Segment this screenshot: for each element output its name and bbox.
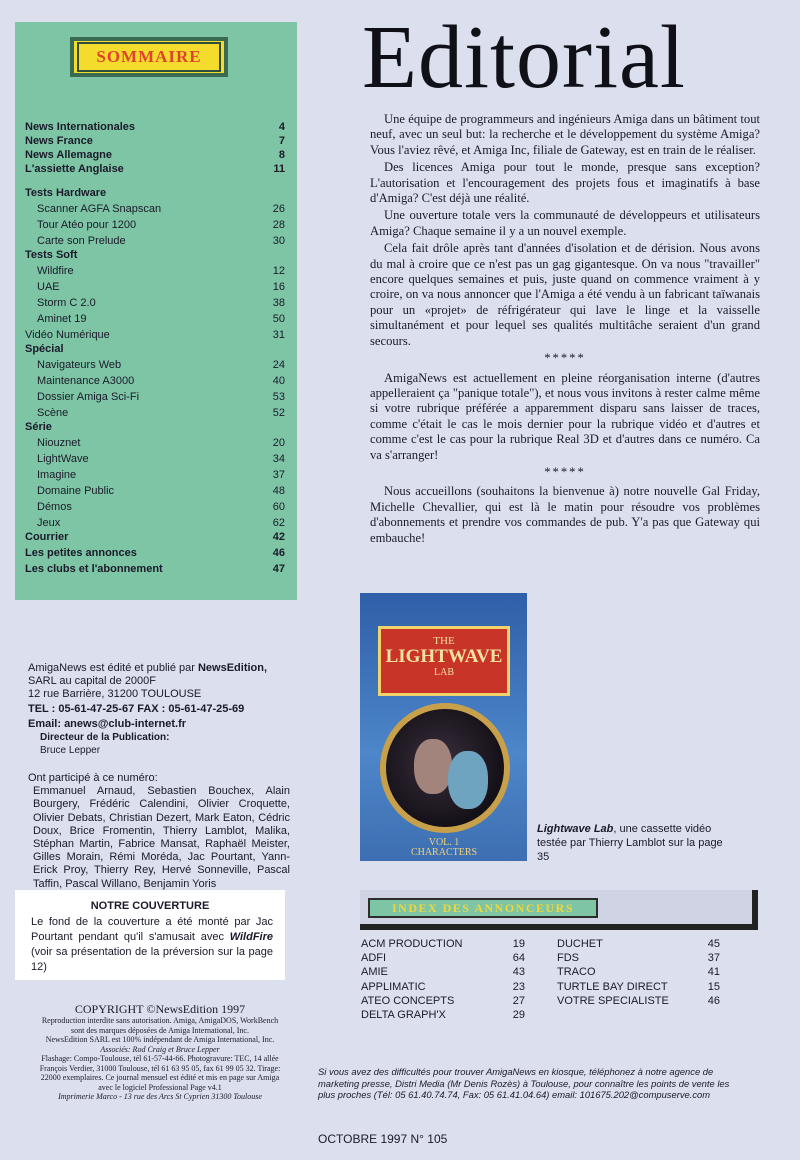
advertiser-page: 43: [512, 966, 525, 979]
toc-entry-page: 60: [272, 501, 285, 513]
toc-entry[interactable]: [25, 530, 285, 544]
cover-note-title: NOTRE COUVERTURE: [90, 900, 210, 912]
toc-entry-label: L'assiette Anglaise: [25, 163, 124, 175]
toc-entry-page: 8: [278, 149, 285, 161]
toc-entry-label: Tour Atéo pour 1200: [37, 219, 137, 231]
advertiser-entry: [557, 994, 720, 1008]
toc-entry[interactable]: [25, 120, 285, 134]
toc-entry-label: Navigateurs Web: [37, 359, 122, 371]
toc-entry[interactable]: [25, 374, 285, 388]
cover-note-wildfire: WildFire: [229, 931, 273, 943]
toc-entry-label: Maintenance A3000: [37, 375, 135, 387]
advertiser-page: 37: [707, 952, 720, 965]
advertiser-page: 64: [512, 952, 525, 965]
toc-entry[interactable]: [25, 562, 285, 576]
advertiser-name: TRACO: [557, 966, 596, 979]
copyright-line: Reproduction interdite sans autorisation. Amiga, AmigaDOS, WorkBench: [41, 1016, 279, 1025]
toc-entry-label: Tests Hardware: [25, 187, 107, 199]
cover-line-3: LAB: [434, 667, 454, 678]
sommaire-title-plate: [70, 37, 228, 77]
cover-characters-label: CHARACTERS: [410, 847, 478, 858]
cover-line-2: LIGHTWAVE: [385, 646, 503, 667]
editorial-paragraph: Une ouverture totale vers la communauté de développeurs et utilisateurs Amiga? Chaque semaine il y a un nouvel exemple.: [370, 208, 760, 238]
toc-entry-label: Scanner AGFA Snapscan: [37, 203, 162, 215]
advertiser-entry: [361, 980, 525, 994]
editorial-body: [370, 112, 760, 548]
toc-entry-page: 7: [278, 135, 285, 147]
advertiser-page: 29: [512, 1009, 525, 1021]
toc-entry-label: Série: [25, 421, 52, 433]
toc-entry-label: News Allemagne: [25, 149, 113, 161]
toc-entry[interactable]: [25, 202, 285, 216]
editorial-paragraph: Des licences Amiga pour tout le monde, presque sans exception? L'autorisation et l'encouragement des projets fous et imaginatifs à base d'Amiga? C'est déjà une réalité.: [370, 160, 760, 206]
toc-entry[interactable]: [25, 420, 285, 434]
toc-entry-label: Démos: [37, 501, 72, 513]
caption-text: , une cassette vidéo testée par Thierry Lamblot sur la page 35: [537, 823, 723, 863]
toc-entry[interactable]: [25, 390, 285, 404]
sommaire-panel: [15, 22, 297, 600]
toc-entry[interactable]: [25, 218, 285, 232]
toc-entry[interactable]: [25, 436, 285, 450]
toc-entry-page: 11: [273, 163, 285, 175]
toc-entry-page: 62: [272, 517, 285, 529]
distribution-note: Si vous avez des difficultés pour trouver AmigaNews en kiosque, téléphonez à notre agence de marketing presse, Distri Media (Mr Denis Rozès) à Toulouse, pour connaître les points de vente les plus proches (Tél: 05 61.40.74.74, Fax: 05 61.41.04.64) email: 101675.202@compuserve.com: [318, 1066, 730, 1100]
advertiser-name: ADFI: [361, 952, 387, 965]
publisher-email[interactable]: Email: anews@club-internet.fr: [28, 718, 187, 730]
toc-entry[interactable]: [25, 358, 285, 372]
toc-entry-label: Imagine: [37, 469, 77, 481]
toc-entry[interactable]: [25, 406, 285, 420]
cover-note-text-post: (voir sa présentation de la préversion sur la page 12): [31, 946, 273, 973]
director-label: Directeur de la Publication:: [40, 732, 170, 743]
publisher-address: 12 rue Barrière, 31200 TOULOUSE: [28, 688, 202, 700]
cover-title-plate: [378, 626, 510, 696]
advertiser-index-title: INDEX DES ANNONCEURS: [368, 898, 598, 918]
toc-entry-page: 47: [272, 563, 285, 575]
toc-entry-page: 38: [272, 297, 285, 309]
advertiser-entry: [361, 937, 525, 951]
advertiser-name: ATEO CONCEPTS: [361, 994, 455, 1007]
toc-entry[interactable]: [25, 452, 285, 466]
toc-entry-page: 16: [272, 281, 285, 293]
toc-entry-label: Wildfire: [37, 265, 74, 277]
toc-entry-page: 34: [272, 453, 285, 465]
toc-entry-page: 28: [272, 219, 285, 231]
caption-title: Lightwave Lab: [537, 823, 614, 835]
toc-entry-page: 30: [272, 235, 285, 247]
advertiser-index-header: [360, 890, 758, 930]
toc-entry[interactable]: [25, 162, 285, 176]
toc-entry-page: 52: [272, 407, 285, 419]
toc-entry[interactable]: [25, 468, 285, 482]
advertiser-entry: [361, 1008, 525, 1022]
toc-entry[interactable]: [25, 312, 285, 326]
toc-entry-page: 50: [272, 313, 285, 325]
toc-entry-page: 42: [272, 531, 285, 543]
cover-volume: [374, 838, 514, 858]
toc-entry-label: News France: [25, 135, 93, 147]
toc-entry-page: 12: [272, 265, 285, 277]
advertiser-page: 23: [512, 980, 525, 993]
toc-entry[interactable]: [25, 516, 285, 530]
toc-entry[interactable]: [25, 500, 285, 514]
toc-entry-label: News Internationales: [25, 121, 136, 133]
editorial-title: Editorial: [362, 8, 686, 107]
toc-entry[interactable]: [25, 134, 285, 148]
separator-stars: *****: [544, 464, 586, 479]
toc-entry-label: LightWave: [37, 453, 89, 465]
copyright-line: avec le logiciel Professional Page v4.1: [98, 1082, 222, 1092]
cover-face-left: [414, 739, 452, 794]
director-name: Bruce Lepper: [40, 745, 101, 756]
toc-entry[interactable]: [25, 546, 285, 560]
toc-entry-page: 53: [272, 391, 285, 403]
advertiser-entry: [361, 994, 525, 1008]
toc-entry-page: 31: [272, 329, 285, 341]
toc-entry-label: Aminet 19: [37, 313, 87, 325]
advertiser-name: DELTA GRAPH'X: [361, 1009, 446, 1021]
contributors-names: Emmanuel Arnaud, Sebastien Bouchex, Alain Bourgery, Frédéric Calendini, Olivier Croquette, Olivier Debats, Christian Dezert, Mark Eaton, Cédric Doux, Brice Fromentin, Thierry Lamblot, Malika, Stéphan Martin, Fabrice Mansat, Raphaël Meister, Gilles Morain, Rémi Moréda, Jac Pourtant, Yann-Erick Proy, Thierry Rey, Hervé Sonneville, Pascal Taffin, Pascal Willano, Benjamin Yoris: [33, 785, 290, 890]
advertiser-page: 27: [512, 994, 525, 1007]
copyright-line: 22000 exemplaires. Ce journal mensuel est édité et mis en page sur Amiga: [40, 1073, 280, 1082]
editorial-paragraph: Nous accueillons (souhaitons la bienvenue à) notre nouvelle Gal Friday, Michelle Chevallier, qui est là le matin pour résoudre vos problèmes d'abonnements et prendre vos commandes de pub. Y'a pas que Gateway qui embauche!: [370, 484, 760, 545]
toc-entry[interactable]: [25, 342, 285, 356]
separator-stars: *****: [544, 351, 586, 366]
toc-entry[interactable]: [25, 484, 285, 498]
copyright-line: sont des marques déposées de Amiga International, Inc.: [71, 1025, 249, 1035]
copyright-title: COPYRIGHT ©NewsEdition 1997: [74, 1002, 246, 1016]
editorial-paragraph: AmigaNews est actuellement en pleine réorganisation interne (d'autres appelleraient ça "panique totale"), et nous vous invitons à rester calme même si votre rubrique préférée a apparemment disparu sans laisser de traces, comme c'était le cas le mois dernier pour la rubrique vidéo et d'autres et comme c'est le cas pour la rubrique Real 3D et d'autres dans ce numéro. Ca va s'arranger!: [370, 370, 760, 462]
copyright-line: Imprimerie Marco - 13 rue des Arcs St Cyprien 31300 Toulouse: [58, 1092, 262, 1101]
toc-entry[interactable]: [25, 280, 285, 294]
editorial-paragraph: Une équipe de programmeurs and ingénieurs Amiga dans un bâtiment tout neuf, avec un seul but: la recherche et le développement du système Amiga? Vous l'aviez rêvé, et Amiga Inc, filiale de Gateway, est en train de le réaliser.: [370, 112, 760, 157]
toc-entry-label: Tests Soft: [25, 249, 78, 261]
toc-entry-label: UAE: [37, 281, 60, 293]
advertiser-name: VOTRE SPECIALISTE: [557, 994, 669, 1007]
advertiser-entry: [557, 937, 720, 951]
publisher-info: [28, 662, 293, 757]
toc-entry-label: Niouznet: [37, 437, 81, 449]
toc-entry-label: Jeux: [37, 517, 61, 529]
toc-entry-label: Courrier: [25, 531, 69, 543]
publisher-brand: NewsEdition,: [197, 662, 268, 674]
editorial-paragraph: Cela fait drôle après tant d'années d'isolation et de dérision. Nous avons du mal à croire que ce n'est pas un gag gigantesque. On va nous "travailler" encore quelques semaines et puis, juste quand on commence vraiment à y croire, on va nous annoncer que l'Amiga a été vendu à un fabricant taïwanais pour un «projet» de réfrigérateur qui lave le linge et la vaisselle simultanément et pour lequel ses qualités multitâche seraient d'un grand secours.: [370, 241, 760, 348]
advertiser-entry: [557, 980, 720, 994]
toc-entry-label: Dossier Amiga Sci-Fi: [37, 391, 140, 403]
toc-entry-label: Les clubs et l'abonnement: [25, 563, 163, 575]
advertiser-page: 41: [707, 966, 720, 979]
cover-porthole-illustration: [380, 703, 510, 833]
image-caption: [537, 822, 737, 864]
advertiser-entry: [557, 965, 720, 979]
advertiser-entry: [557, 951, 720, 965]
toc-entry-page: 24: [272, 359, 285, 371]
toc-entry[interactable]: [25, 234, 285, 248]
cover-vol-label: VOL. 1: [428, 837, 460, 848]
advertiser-name: ACM PRODUCTION: [361, 938, 463, 950]
toc-entry[interactable]: [25, 248, 285, 262]
toc-entry-label: Storm C 2.0: [37, 297, 96, 309]
advertiser-entry: [361, 965, 525, 979]
toc-entry-label: Carte son Prelude: [37, 235, 126, 247]
advertiser-name: DUCHET: [557, 938, 603, 950]
toc-entry-page: 46: [272, 547, 285, 559]
advertiser-page: 15: [707, 980, 720, 993]
toc-entry-label: Les petites annonces: [25, 547, 137, 559]
toc-entry[interactable]: [25, 264, 285, 278]
toc-entry-page: 4: [278, 121, 285, 133]
toc-entry[interactable]: [25, 296, 285, 310]
copyright-line: Flashage: Compo-Toulouse, tél 61-57-44-66. Photogravure: TEC, 14 allée: [41, 1054, 279, 1063]
toc-entry-page: 26: [272, 203, 285, 215]
cover-face-right: [448, 751, 488, 809]
toc-entry[interactable]: [25, 186, 285, 200]
advertiser-name: AMIE: [361, 966, 388, 979]
cover-note-box: [15, 890, 285, 980]
contributors: [28, 772, 290, 891]
toc-entry-page: 37: [272, 469, 285, 481]
toc-entry-label: Scène: [37, 407, 69, 419]
advertiser-name: TURTLE BAY DIRECT: [557, 980, 668, 993]
lightwave-lab-cover-image: [360, 593, 527, 861]
advertiser-name: FDS: [557, 952, 579, 965]
publisher-capital: SARL au capital de 2000F: [28, 675, 157, 687]
issue-footer: OCTOBRE 1997 N° 105: [318, 1132, 448, 1146]
toc-entry-page: 40: [272, 375, 285, 387]
advertiser-entry: [361, 951, 525, 965]
publisher-phone-fax: TEL : 05-61-47-25-67 FAX : 05-61-47-25-69: [28, 703, 245, 715]
toc-entry[interactable]: [25, 148, 285, 162]
advertiser-name: APPLIMATIC: [361, 980, 426, 993]
cover-note-text: [31, 915, 273, 975]
cover-note-text-pre: Le fond de la couverture a été monté par Jac Pourtant pendant qu'il s'amusait avec: [31, 916, 273, 943]
cover-line-1: THE: [433, 635, 455, 647]
advertiser-page: 19: [512, 938, 525, 950]
toc-entry-label: Domaine Public: [37, 485, 115, 497]
copyright-block: [15, 1002, 305, 1102]
copyright-line: NewsEdition SARL est 100% indépendant de Amiga International, Inc.: [45, 1035, 275, 1044]
toc-entry-label: Vidéo Numérique: [25, 329, 110, 341]
advertiser-page: 46: [707, 994, 720, 1007]
copyright-line: Associés: Rod Craig et Bruce Lepper: [100, 1044, 220, 1054]
toc-entry-page: 48: [272, 485, 285, 497]
advertiser-page: 45: [707, 938, 720, 950]
toc-entry-label: Spécial: [25, 343, 64, 355]
sommaire-title: SOMMAIRE: [77, 42, 221, 72]
publisher-line: AmigaNews est édité et publié par: [28, 662, 198, 674]
toc-entry-page: 20: [272, 437, 285, 449]
copyright-line: François Verdier, 31000 Toulouse, tél 61 63 95 05, fax 61 99 05 32. Tirage:: [39, 1063, 281, 1073]
contributors-heading: Ont participé à ce numéro:: [28, 772, 158, 784]
toc-entry[interactable]: [25, 328, 285, 342]
